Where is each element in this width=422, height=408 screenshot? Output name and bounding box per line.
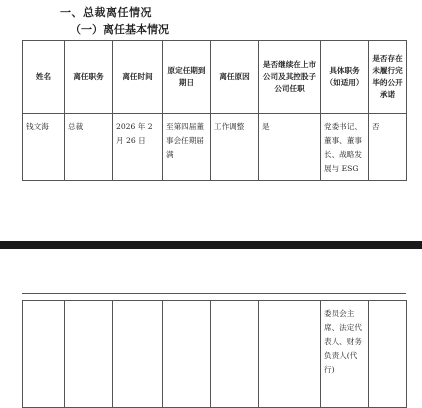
header-date: 离任时间 <box>113 41 163 114</box>
header-name: 姓名 <box>23 41 65 114</box>
cell-position: 总裁 <box>65 114 113 181</box>
cell-empty <box>65 301 113 408</box>
header-reason: 离任原因 <box>211 41 259 114</box>
cell-empty <box>211 301 259 408</box>
cell-reason: 工作调整 <box>211 114 259 181</box>
table-row-continued <box>23 301 407 408</box>
table-row <box>23 114 407 181</box>
header-role: 具体职务（如适用） <box>321 41 369 114</box>
cell-empty <box>23 301 65 408</box>
cell-continue: 是 <box>259 114 321 181</box>
header-continue: 是否继续在上市公司及其控股子公司任职 <box>259 41 321 114</box>
cell-date: 2026 年 2 月 26 日 <box>113 114 163 181</box>
page-break-divider <box>0 241 422 249</box>
cell-empty <box>113 301 163 408</box>
cell-term-end: 至第四届董事会任期届满 <box>163 114 211 181</box>
cell-name: 钱文海 <box>23 114 65 181</box>
continued-table-top-rule <box>22 293 406 294</box>
section-subtitle: （一）离任基本情况 <box>70 23 169 36</box>
departure-table-continued <box>22 300 407 408</box>
departure-table <box>22 40 407 181</box>
cell-role-continued: 委员会主席、法定代表人、财务负责人(代行) <box>321 301 369 408</box>
cell-empty <box>369 301 407 408</box>
cell-role: 党委书记、董事、董事长、战略发展与 ESG <box>321 114 369 181</box>
cell-commitment: 否 <box>369 114 407 181</box>
header-position: 离任职务 <box>65 41 113 114</box>
table-header-row <box>23 41 407 114</box>
cell-empty <box>163 301 211 408</box>
header-commitment: 是否存在未履行完毕的公开承诺 <box>369 41 407 114</box>
section-title: 一、总裁离任情况 <box>60 6 152 19</box>
cell-empty <box>259 301 321 408</box>
header-term-end: 原定任期到期日 <box>163 41 211 114</box>
